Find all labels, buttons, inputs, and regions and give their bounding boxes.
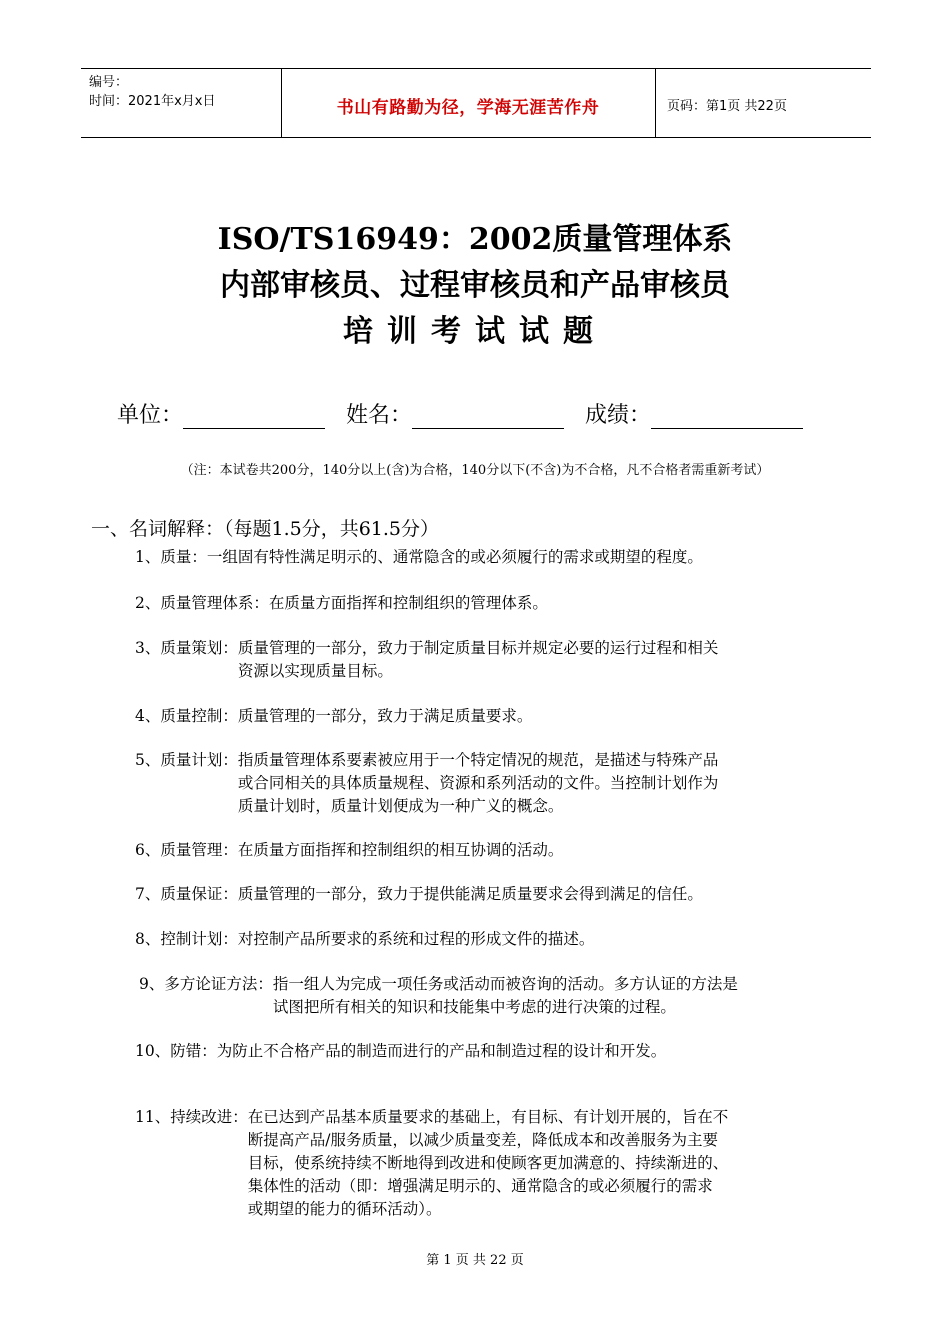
unit-label: 单位：: [117, 403, 184, 428]
item-label: 3、质量策划：: [135, 639, 238, 657]
item-text: 指一组人为完成一项任务或活动而被咨询的活动。多方认证的方法是: [272, 975, 738, 993]
list-item: [135, 546, 703, 569]
item-label: 4、质量控制：: [135, 707, 238, 725]
number-label: 编号：: [89, 75, 129, 90]
exam-fields: [117, 398, 817, 429]
item-label: 5、质量计划：: [135, 751, 238, 769]
item-text: 或合同相关的具体质量规程、资源和系列活动的文件。当控制计划作为: [237, 774, 719, 792]
page-footer: 第 1 页 共 22 页: [426, 1253, 524, 1268]
item-label: 8、控制计划：: [135, 930, 238, 948]
item-label: 1、质量：: [135, 548, 207, 566]
item-text: 为防止不合格产品的制造而进行的产品和制造过程的设计和开发。: [216, 1042, 667, 1060]
header-meta: [89, 73, 215, 111]
name-blank: [412, 404, 564, 429]
item-text: 在质量方面指挥和控制组织的管理体系。: [268, 594, 548, 612]
score-label: 成绩：: [585, 403, 652, 428]
item-text: 一组固有特性满足明示的、通常隐含的或必须履行的需求或期望的程度。: [206, 548, 703, 566]
item-label: 6、质量管理：: [135, 841, 238, 859]
item-text: 目标，使系统持续不断地得到改进和使顾客更加满意的、持续渐进的、: [247, 1154, 729, 1172]
exam-note: （注：本试卷共200分，140分以上(含)为合格，140分以下(不含)为不合格，凡不合格者需重新考试）: [180, 463, 770, 478]
list-item: [135, 705, 532, 728]
item-text: 质量管理的一部分，致力于满足质量要求。: [237, 707, 533, 725]
item-label: 9、多方论证方法：: [139, 975, 273, 993]
item-text: 指质量管理体系要素被应用于一个特定情况的规范，是描述与特殊产品: [237, 751, 719, 769]
list-item: [135, 592, 548, 615]
item-text: 对控制产品所要求的系统和过程的形成文件的描述。: [237, 930, 595, 948]
list-item: [135, 749, 718, 818]
item-text: 或期望的能力的循环活动）。: [247, 1200, 442, 1218]
item-text: 集体性的活动（即：增强满足明示的、通常隐含的或必须履行的需求: [247, 1177, 713, 1195]
item-text: 在质量方面指挥和控制组织的相互协调的活动。: [237, 841, 564, 859]
item-text: 断提高产品/服务质量，以减少质量变差，降低成本和改善服务为主要: [247, 1131, 718, 1149]
title-line-3: 培训考试试题: [343, 314, 607, 349]
item-label: 11、持续改进：: [135, 1108, 248, 1126]
list-item: [135, 1106, 728, 1221]
section-heading: 一、名词解释：（每题1.5分，共61.5分）: [91, 518, 440, 540]
header-page-info: 页码：第1页 共22页: [667, 99, 787, 114]
item-text: 资源以实现质量目标。: [237, 662, 393, 680]
unit-blank: [183, 404, 325, 429]
item-text: 质量管理的一部分，致力于提供能满足质量要求会得到满足的信任。: [237, 885, 703, 903]
item-text: 试图把所有相关的知识和技能集中考虑的进行决策的过程。: [272, 998, 676, 1016]
list-item: [135, 928, 594, 951]
name-label: 姓名：: [346, 403, 413, 428]
header-divider: [655, 69, 656, 137]
list-item: [135, 1040, 666, 1063]
score-blank: [651, 404, 803, 429]
item-label: 2、质量管理体系：: [135, 594, 269, 612]
item-label: 10、防错：: [135, 1042, 217, 1060]
title-line-1: ISO/TS16949：2002质量管理体系: [217, 222, 733, 257]
item-text: 在已达到产品基本质量要求的基础上，有目标、有计划开展的，旨在不: [247, 1108, 729, 1126]
header-motto: 书山有路勤为径，学海无涯苦作舟: [336, 98, 600, 118]
list-item: [135, 883, 703, 906]
item-label: 7、质量保证：: [135, 885, 238, 903]
item-text: 质量管理的一部分，致力于制定质量目标并规定必要的运行过程和相关: [237, 639, 719, 657]
list-item: [139, 973, 738, 1019]
item-text: 质量计划时，质量计划便成为一种广义的概念。: [237, 797, 564, 815]
page-header: [81, 68, 871, 138]
title-line-2: 内部审核员、过程审核员和产品审核员: [220, 268, 730, 303]
list-item: [135, 839, 563, 862]
time-label: 时间：2021年x月x日: [89, 94, 216, 109]
list-item: [135, 637, 718, 683]
